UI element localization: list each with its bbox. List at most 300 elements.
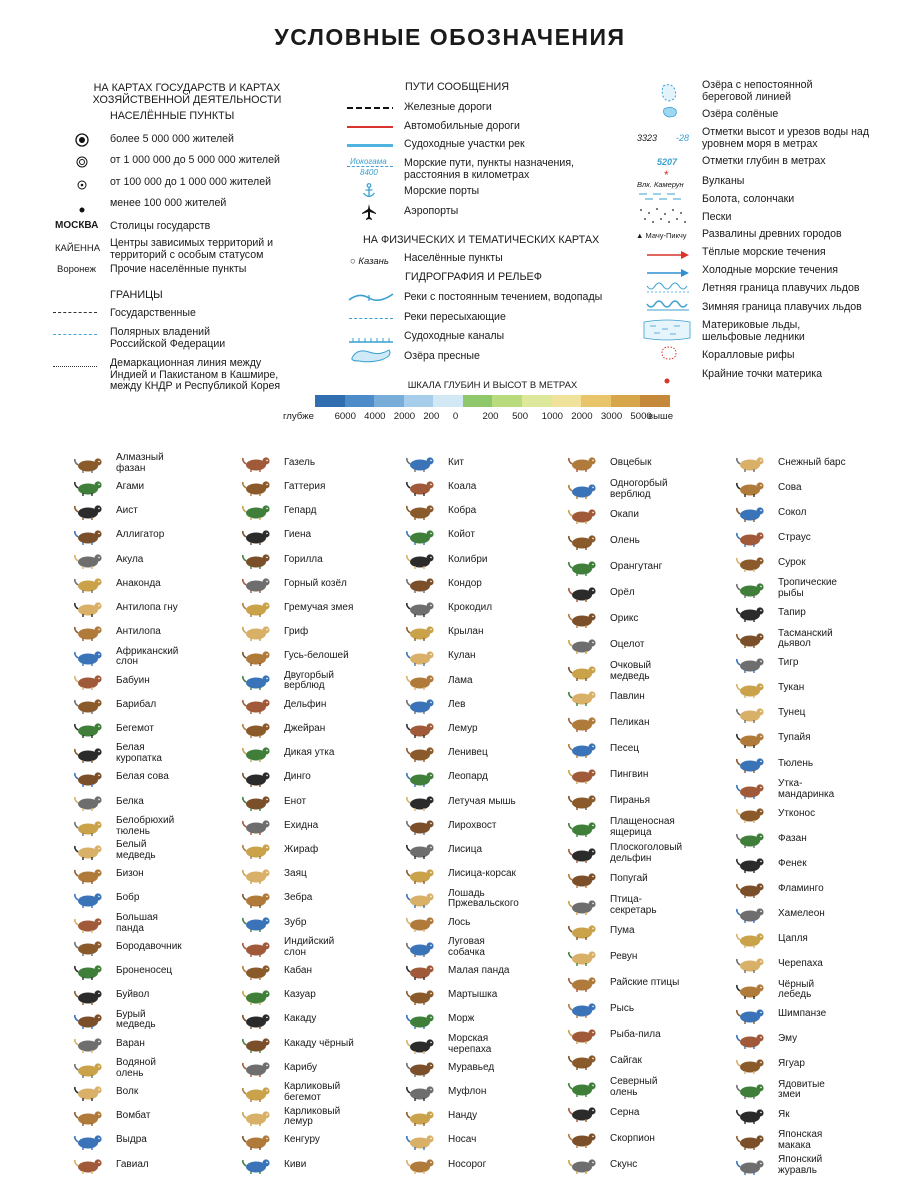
- animal-icon: [566, 453, 600, 473]
- animal-name: Белая куропатка: [116, 742, 162, 765]
- animal-item: [240, 1131, 354, 1151]
- animal-name: Акула: [116, 553, 144, 565]
- animal-name: Чёрный лебедь: [778, 978, 815, 1001]
- animal-item: [734, 704, 848, 724]
- animal-icon: [240, 768, 274, 788]
- animal-icon: [72, 817, 106, 837]
- animal-item: [404, 453, 518, 473]
- animal-icon: [240, 598, 274, 618]
- route-label-3: Судоходные участки рек: [404, 138, 525, 150]
- animal-icon: [566, 609, 600, 629]
- summer-ice-border: [645, 281, 691, 299]
- right-label-14: Коралловые рифы: [702, 349, 795, 361]
- scale-swatch-3: [404, 395, 434, 407]
- animal-name: Гриф: [284, 626, 309, 638]
- demarcation-line: [53, 366, 97, 367]
- animal-name: Кабан: [284, 965, 312, 977]
- animal-icon: [240, 477, 274, 497]
- animal-item: [566, 661, 680, 682]
- animal-name: Морская черепаха: [448, 1032, 492, 1055]
- animal-name: Нанду: [448, 1110, 478, 1122]
- animal-icon: [72, 768, 106, 788]
- animal-icon: [240, 1058, 274, 1078]
- animal-name: Пингвин: [610, 768, 649, 780]
- animal-name: Японский журавль: [778, 1154, 823, 1176]
- animal-icon: [734, 1131, 768, 1151]
- sea-route-line: [347, 166, 393, 167]
- animal-name: Лирохвост: [448, 819, 497, 831]
- animal-name: Овцебык: [610, 456, 652, 468]
- animal-icon: [240, 913, 274, 933]
- settlement-symbol-3: [77, 177, 87, 195]
- railway-symbol: [347, 107, 393, 109]
- animal-name: Гусь-белошей: [284, 650, 349, 662]
- border-label-1: Государственные: [110, 307, 196, 319]
- settlement-symbol-4: [79, 200, 85, 218]
- animal-name: Ленивец: [448, 747, 488, 759]
- animal-icon: [72, 744, 106, 764]
- animal-name: Алмазный фазан: [116, 452, 164, 474]
- animal-name: Пиранья: [610, 794, 651, 806]
- animal-name: Белобрюхий тюлень: [116, 815, 175, 837]
- animal-item: [734, 1005, 848, 1025]
- animal-name: Карибу: [284, 1061, 318, 1073]
- animal-item: [734, 1155, 848, 1176]
- animal-name: Лисица-корсак: [448, 868, 516, 880]
- scale-swatch-2: [374, 395, 404, 407]
- animal-name: Пума: [610, 924, 635, 936]
- animal-name: Бурый медведь: [116, 1008, 156, 1031]
- animal-name: Тунец: [778, 707, 806, 719]
- settlement-label-2: от 1 000 000 до 5 000 000 жителей: [110, 154, 280, 166]
- animal-name: Лама: [448, 674, 473, 686]
- ruins-sample-text: Мачу-Пикчу: [645, 231, 687, 240]
- animal-item: [734, 729, 848, 749]
- animal-name: Вомбат: [116, 1110, 151, 1122]
- animal-item: [404, 598, 518, 618]
- scale-label-0: глубже: [283, 411, 314, 422]
- animal-item: [404, 719, 518, 739]
- animal-icon: [72, 1010, 106, 1030]
- settlement-label-4: менее 100 000 жителей: [110, 197, 227, 209]
- animal-icon: [566, 687, 600, 707]
- animal-item: [734, 1130, 848, 1151]
- animal-item: [404, 501, 518, 521]
- animal-name: Муравьед: [448, 1061, 495, 1073]
- animal-name: Утка-мандаринка: [778, 777, 835, 800]
- animal-item: [72, 768, 186, 788]
- navigable-river-symbol: [347, 144, 393, 147]
- animal-name: Двугорбый верблюд: [284, 669, 334, 692]
- animal-name: Серна: [610, 1106, 640, 1118]
- animal-name: Белая сова: [116, 771, 169, 783]
- animal-name: Кобра: [448, 505, 477, 517]
- animal-item: [566, 895, 680, 916]
- animal-name: Фазан: [778, 832, 807, 844]
- animal-icon: [566, 1103, 600, 1123]
- animal-item: [240, 671, 354, 692]
- animal-item: [72, 937, 186, 957]
- animal-icon: [734, 453, 768, 473]
- scale-swatch-6: [492, 395, 522, 407]
- animal-item: [72, 1058, 186, 1079]
- animal-item: [72, 453, 186, 474]
- height-sample: 3323: [637, 133, 658, 143]
- animal-icon: [72, 598, 106, 618]
- animal-icon: [734, 904, 768, 924]
- right-label-15: Крайние точки материка: [702, 368, 823, 380]
- hydro-label-3: Судоходные каналы: [404, 330, 505, 342]
- animal-icon: [404, 550, 438, 570]
- animal-item: [404, 671, 518, 691]
- settlements-title: НАСЕЛЁННЫЕ ПУНКТЫ: [110, 110, 235, 122]
- animal-icon: [240, 647, 274, 667]
- water-level-sample: -28: [676, 133, 690, 143]
- scale-label-10: 3000: [600, 411, 623, 422]
- animal-name: Хамелеон: [778, 907, 825, 919]
- animal-icon: [240, 986, 274, 1006]
- scale-swatch-10: [611, 395, 641, 407]
- animal-item: [72, 1010, 186, 1031]
- animal-item: [240, 1155, 354, 1175]
- scale-label-9: 2000: [571, 411, 593, 422]
- animal-name: Райские птицы: [610, 976, 680, 988]
- animal-item: [404, 1107, 518, 1127]
- right-label-12: Зимняя граница плавучих льдов: [702, 301, 862, 313]
- animal-item: [734, 954, 848, 974]
- animal-name: Зубр: [284, 916, 307, 928]
- settlement-label-1: более 5 000 000 жителей: [110, 133, 234, 145]
- animal-item: [734, 879, 848, 899]
- animal-icon: [240, 1034, 274, 1054]
- animal-name: Луговая собачка: [448, 936, 485, 958]
- scale-label-5: 0: [452, 411, 459, 422]
- animal-item: [566, 583, 680, 603]
- animal-icon: [72, 961, 106, 981]
- animal-item: [72, 477, 186, 497]
- capital-label: Столицы государств: [110, 220, 211, 232]
- scale-label-4: 200: [423, 411, 440, 422]
- animal-item: [240, 1082, 354, 1103]
- coral-reef-symbol: [659, 345, 679, 366]
- animal-name: Тюлень: [778, 757, 814, 769]
- animal-item: [566, 1155, 680, 1175]
- animal-name: Гиена: [284, 529, 312, 541]
- animal-icon: [566, 635, 600, 655]
- animal-item: [566, 453, 680, 473]
- animal-icon: [72, 501, 106, 521]
- animal-item: [404, 1131, 518, 1151]
- animal-name: Зебра: [284, 892, 313, 904]
- polar-border-line: [53, 334, 97, 335]
- animal-name: Очковый медведь: [610, 660, 652, 682]
- scale-swatch-5: [463, 395, 493, 407]
- animal-icon: [240, 574, 274, 594]
- animal-name: Тропические рыбы: [778, 577, 837, 599]
- animal-item: [734, 503, 848, 523]
- animal-item: [404, 865, 518, 885]
- animal-item: [72, 961, 186, 981]
- animal-name: Броненосец: [116, 965, 173, 977]
- animal-item: [734, 804, 848, 824]
- winter-ice-border: [645, 299, 691, 317]
- animal-name: Ягуар: [778, 1058, 805, 1070]
- animal-item: [240, 1010, 354, 1030]
- animal-icon: [72, 792, 106, 812]
- scale-label-2: 4000: [364, 411, 386, 422]
- animal-item: [72, 719, 186, 739]
- animal-icon: [72, 889, 106, 909]
- animal-icon: [240, 1155, 274, 1175]
- animal-icon: [404, 1035, 438, 1055]
- animal-item: [734, 528, 848, 548]
- animal-name: Мартышка: [448, 989, 498, 1001]
- animal-icon: [566, 791, 600, 811]
- hydro-label-2: Реки пересыхающие: [404, 311, 506, 323]
- animal-item: [240, 840, 354, 860]
- river-symbol: [347, 288, 395, 311]
- animal-name: Страус: [778, 531, 811, 543]
- animal-icon: [404, 768, 438, 788]
- animal-icon: [72, 1107, 106, 1127]
- scale-label-7: 500: [512, 411, 529, 422]
- other-label: Прочие населённые пункты: [110, 263, 247, 275]
- animal-item: [240, 865, 354, 885]
- animal-item: [734, 679, 848, 699]
- animal-name: Крылан: [448, 626, 484, 638]
- animal-icon: [404, 695, 438, 715]
- animal-name: Кулан: [448, 650, 476, 662]
- animal-item: [72, 550, 186, 570]
- freshwater-lake-symbol: [349, 346, 393, 369]
- animal-icon: [734, 478, 768, 498]
- animal-name: Носорог: [448, 1158, 487, 1170]
- animal-name: Киви: [284, 1158, 307, 1170]
- animal-name: Какаду: [284, 1013, 317, 1025]
- warm-current-arrow: [645, 247, 691, 265]
- animal-item: [566, 921, 680, 941]
- scale-bar: [315, 395, 670, 407]
- animal-name: Муфлон: [448, 1086, 487, 1098]
- animal-name: Барибал: [116, 698, 157, 710]
- animal-icon: [72, 671, 106, 691]
- animal-icon: [240, 550, 274, 570]
- capital-sample: МОСКВА: [55, 220, 99, 231]
- sand-symbol: [637, 206, 689, 231]
- animal-icon: [404, 840, 438, 860]
- animal-icon: [72, 622, 106, 642]
- right-label-3: Отметки высот и урезов воды над уровнем моря в метрах: [702, 126, 869, 150]
- animal-item: [240, 1058, 354, 1078]
- animal-item: [240, 477, 354, 497]
- animal-icon: [72, 526, 106, 546]
- animal-item: [404, 1155, 518, 1175]
- animal-item: [404, 1010, 518, 1030]
- animal-item: [404, 526, 518, 546]
- animal-icon: [734, 980, 768, 1000]
- animal-icon: [72, 1034, 106, 1054]
- animal-name: Водяной олень: [116, 1057, 156, 1079]
- animal-name: Большая панда: [116, 911, 158, 934]
- animal-icon: [404, 986, 438, 1006]
- animal-name: Ревун: [610, 950, 638, 962]
- animal-name: Кондор: [448, 577, 482, 589]
- hydro-label-1: Реки с постоянным течением, водопады: [404, 291, 603, 303]
- scale-title: ШКАЛА ГЛУБИН И ВЫСОТ В МЕТРАХ: [407, 380, 578, 391]
- animal-name: Горилла: [284, 553, 323, 565]
- animal-item: [240, 913, 354, 933]
- right-label-10: Холодные морские течения: [702, 264, 838, 276]
- animal-item: [566, 1103, 680, 1123]
- animal-item: [404, 1082, 518, 1102]
- animal-item: [566, 947, 680, 967]
- route-label-5: Морские порты: [404, 185, 480, 197]
- animal-item: [72, 647, 186, 668]
- animal-item: [404, 1034, 518, 1055]
- animal-item: [404, 961, 518, 981]
- animal-item: [566, 531, 680, 551]
- animal-name: Лось: [448, 916, 471, 928]
- animal-icon: [566, 921, 600, 941]
- animal-name: Крокодил: [448, 601, 493, 613]
- animal-name: Африканский слон: [116, 645, 179, 668]
- animal-icon: [404, 961, 438, 981]
- animal-item: [734, 629, 848, 650]
- other-sample: Воронеж: [57, 264, 96, 275]
- animal-name: Ехидна: [284, 819, 319, 831]
- animal-item: [734, 854, 848, 874]
- animal-item: [404, 816, 518, 836]
- animal-item: [240, 719, 354, 739]
- animal-item: [240, 453, 354, 473]
- animal-item: [240, 574, 354, 594]
- animal-item: [72, 1107, 186, 1127]
- animal-name: Индийский слон: [284, 936, 335, 958]
- animal-item: [240, 768, 354, 788]
- animal-icon: [734, 729, 768, 749]
- animal-icon: [404, 1131, 438, 1151]
- animal-item: [240, 986, 354, 1006]
- animal-icon: [240, 622, 274, 642]
- animal-icon: [566, 713, 600, 733]
- animal-item: [72, 816, 186, 837]
- animal-icon: [72, 841, 106, 861]
- right-label-6: Болота, солончаки: [702, 193, 795, 205]
- animal-item: [404, 1058, 518, 1078]
- animal-name: Койот: [448, 529, 475, 541]
- animal-icon: [72, 1059, 106, 1079]
- animal-icon: [240, 816, 274, 836]
- sea-route-port: Иокогама: [350, 157, 387, 166]
- animal-item: [404, 986, 518, 1006]
- animal-icon: [734, 503, 768, 523]
- animal-item: [734, 478, 848, 498]
- animal-item: [72, 889, 186, 909]
- animal-icon: [404, 719, 438, 739]
- ruins-sample: ▲ Мачу-Пикчу: [636, 231, 687, 240]
- animal-icon: [72, 647, 106, 667]
- animal-icon: [404, 598, 438, 618]
- animal-item: [734, 603, 848, 623]
- animal-item: [72, 1034, 186, 1054]
- animal-item: [240, 961, 354, 981]
- animal-name: Белый медведь: [116, 839, 156, 861]
- animal-item: [72, 695, 186, 715]
- animal-name: Аллигатор: [116, 529, 165, 541]
- animal-icon: [734, 1156, 768, 1176]
- route-label-4: Морские пути, пункты назначения, расстояния в километрах: [404, 157, 574, 181]
- animal-item: [72, 840, 186, 861]
- glacier-symbol: [642, 318, 692, 347]
- animal-icon: [734, 1030, 768, 1050]
- animal-item: [240, 622, 354, 642]
- animal-icon: [72, 986, 106, 1006]
- animal-item: [240, 889, 354, 909]
- animal-name: Снежный барс: [778, 456, 846, 468]
- animal-item: [734, 1055, 848, 1075]
- animal-name: Сайгак: [610, 1054, 642, 1066]
- animal-name: Колибри: [448, 553, 488, 565]
- animal-name: Тукан: [778, 682, 805, 694]
- animal-name: Дельфин: [284, 698, 327, 710]
- animal-name: Тигр: [778, 657, 799, 669]
- animal-icon: [240, 501, 274, 521]
- volcano-sample: Влк. Камерун: [637, 180, 684, 189]
- animal-item: [566, 1051, 680, 1071]
- animal-name: Анаконда: [116, 577, 161, 589]
- animal-name: Фламинго: [778, 882, 824, 894]
- animal-icon: [240, 961, 274, 981]
- animal-icon: [240, 671, 274, 691]
- animal-name: Варан: [116, 1037, 145, 1049]
- scale-swatch-11: [640, 395, 670, 407]
- animal-icon: [240, 1131, 274, 1151]
- animal-icon: [404, 816, 438, 836]
- animal-name: Коала: [448, 480, 477, 492]
- left-header: НА КАРТАХ ГОСУДАРСТВ И КАРТАХ ХОЗЯЙСТВЕННОЙ ДЕЯТЕЛЬНОСТИ: [92, 82, 282, 106]
- animal-name: Белка: [116, 795, 144, 807]
- animal-name: Какаду чёрный: [284, 1037, 354, 1049]
- physical-label: Населённые пункты: [404, 252, 503, 264]
- animal-name: Скорпион: [610, 1132, 655, 1144]
- animal-icon: [72, 719, 106, 739]
- animal-name: Утконос: [778, 807, 816, 819]
- animal-item: [734, 553, 848, 573]
- animal-icon: [566, 531, 600, 551]
- right-label-11: Летняя граница плавучих льдов: [702, 282, 860, 294]
- animal-icon: [566, 765, 600, 785]
- seasonal-river-symbol: [349, 318, 393, 319]
- border-label-2: Полярных владений Российской Федерации: [110, 326, 226, 350]
- animal-icon: [240, 719, 274, 739]
- animal-icon: [72, 1082, 106, 1102]
- animal-item: [72, 1155, 186, 1175]
- animal-icon: [404, 913, 438, 933]
- animal-name: Северный олень: [610, 1076, 658, 1098]
- animal-name: Носач: [448, 1134, 477, 1146]
- animal-item: [240, 598, 354, 618]
- animal-icon: [566, 505, 600, 525]
- animal-icon: [734, 754, 768, 774]
- animal-item: [404, 913, 518, 933]
- animal-icon: [404, 1082, 438, 1102]
- animal-icon: [566, 818, 600, 838]
- animal-icon: [404, 889, 438, 909]
- animal-icon: [734, 579, 768, 599]
- animal-item: [566, 1077, 680, 1098]
- animal-icon: [566, 896, 600, 916]
- right-label-13: Материковые льды, шельфовые ледники: [702, 319, 805, 343]
